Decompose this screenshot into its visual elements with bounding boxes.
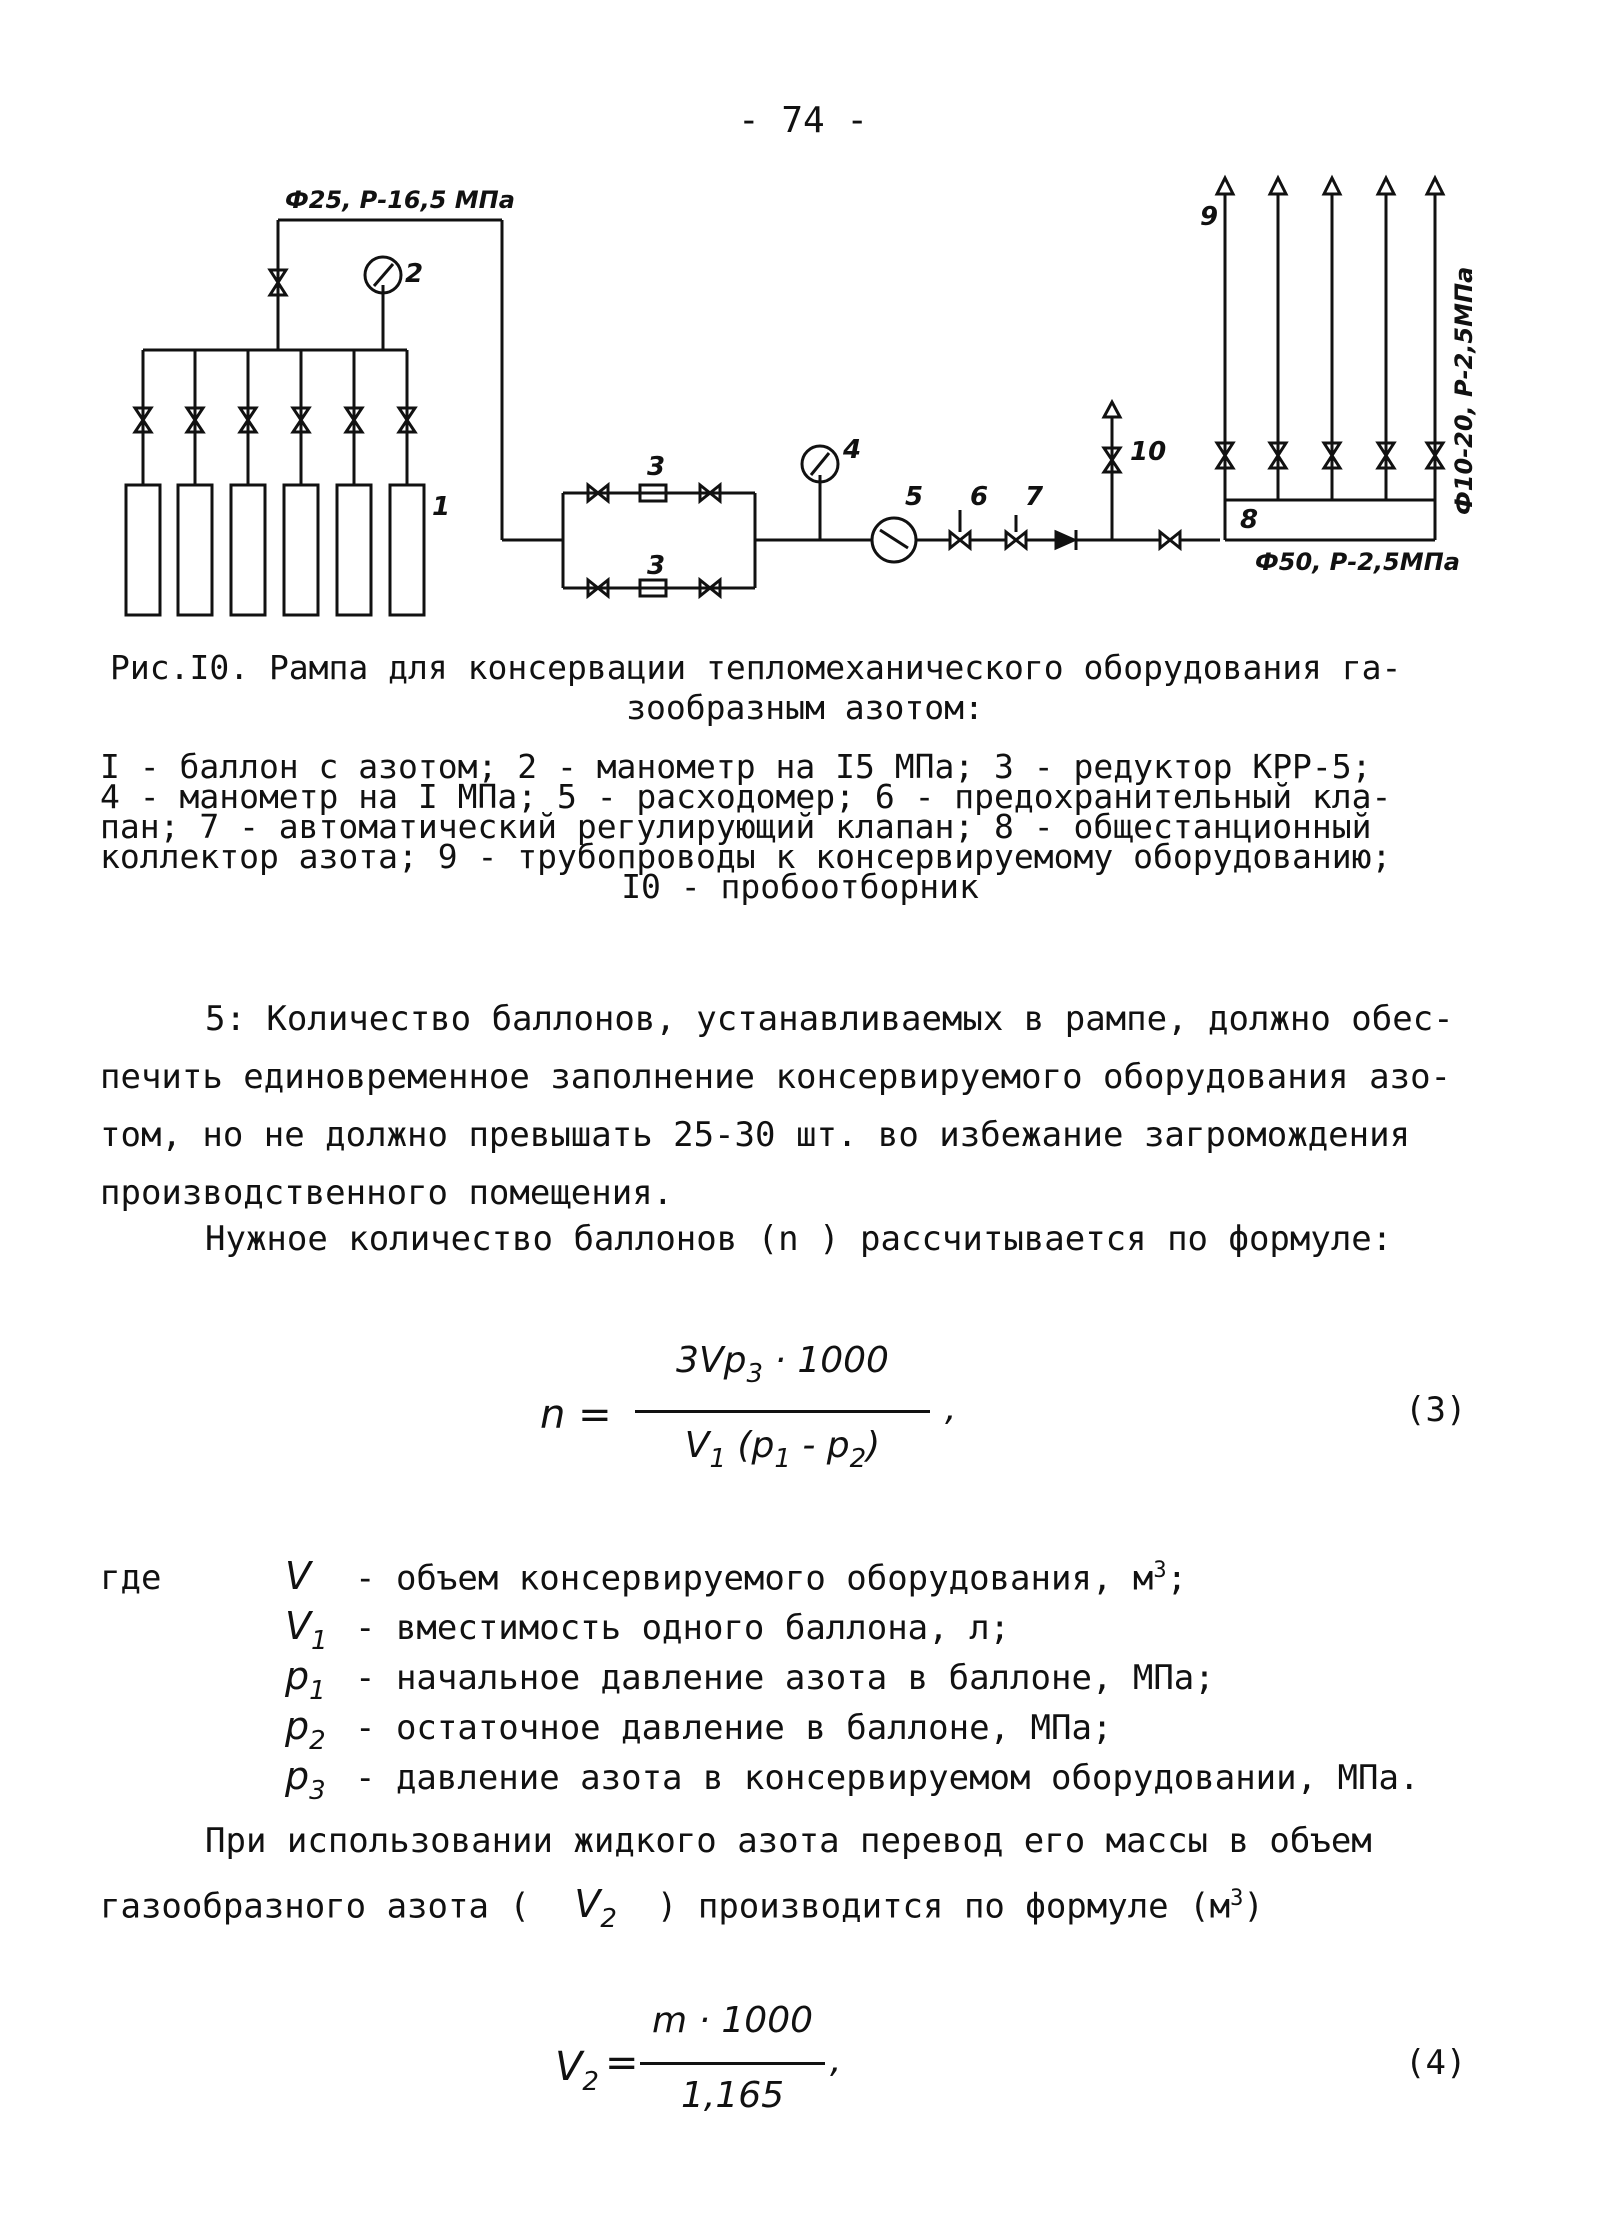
- label-1: 1: [432, 492, 451, 522]
- formula-3: [540, 1340, 980, 1510]
- paragraph-2: [100, 1210, 1500, 1268]
- fraction-bar: [640, 2062, 825, 2065]
- paragraph-line: Нужное количество баллонов (n ) рассчитывается по формуле:: [205, 1219, 1393, 1259]
- top-pipe-label: Ф25, Р-16,5 МПа: [285, 186, 515, 214]
- vertical-pipe-label: Ф10-20, Р-2,5МПа: [1450, 266, 1478, 515]
- formula-4-comma: ,: [830, 2040, 842, 2081]
- label-6: 6: [970, 482, 989, 512]
- figure-caption: [110, 648, 1500, 728]
- definition-row: $p_2$ - остаточное давление в баллоне, МПа;: [285, 1704, 1113, 1756]
- fraction-bar: [635, 1410, 930, 1413]
- caption-line-1: Рис.I0. Рампа для консервации тепломеханического оборудования га-: [110, 648, 1402, 687]
- formula-4-lhs: $V_2$: [555, 2044, 599, 2097]
- label-5: 5: [905, 482, 924, 512]
- definition-row: $p_1$ - начальное давление азота в баллоне, МПа;: [285, 1654, 1215, 1706]
- equation-number-4: (4): [1405, 2043, 1467, 2083]
- paragraph-line: 5: Количество баллонов, устанавливаемых в рампе, должно обес-: [205, 999, 1454, 1039]
- page-number: - 74 -: [737, 100, 869, 141]
- definition-row: $V_1$ - вместимость одного баллона, л;: [285, 1604, 1011, 1656]
- label-2: 2: [405, 259, 424, 289]
- formula-4-numerator: m · 1000: [651, 2000, 813, 2041]
- legend-last-line: I0 - пробоотборник: [621, 867, 979, 906]
- paragraph-line: газообразного азота ( $V_2$ ) производится по формуле $(м^3)$: [100, 1882, 1264, 1935]
- formula-3-comma: ,: [945, 1388, 957, 1429]
- label-10: 10: [1130, 437, 1167, 467]
- label-4: 4: [843, 435, 862, 465]
- safety-valve-icon: [950, 532, 970, 548]
- formula-4-denominator: 1,165: [680, 2075, 785, 2116]
- formula-3-denominator: $V_1$ $(p_1 - p_2)$: [684, 1425, 881, 1474]
- label-9: 9: [1200, 202, 1219, 232]
- v2-symbol: $V_2$: [574, 1882, 617, 1935]
- cylinder-valves: [135, 350, 415, 485]
- label-3b: 3: [647, 551, 666, 581]
- legend-line: пан; 7 - автоматический регулирующий клапан; 8 - общестанционный: [100, 807, 1372, 846]
- formula-3-lhs: n =: [540, 1392, 612, 1438]
- ramp-scheme-diagram: [100, 150, 1500, 640]
- paragraph-3: [100, 1812, 1500, 1938]
- control-valve-icon: [1006, 532, 1026, 548]
- legend-line: 4 - манометр на I МПа; 5 - расходомер; 6 - предохранительный кла-: [100, 777, 1392, 816]
- formula-4-eq: =: [605, 2040, 639, 2086]
- label-7: 7: [1025, 482, 1044, 512]
- formula-3-numerator: $3Vp_3 \cdot 1000$: [676, 1340, 889, 1389]
- paragraph-line: печить единовременное заполнение консервируемого оборудования азо-: [100, 1057, 1452, 1097]
- paragraph-line: При использовании жидкого азота перевод его массы в объем: [205, 1821, 1372, 1861]
- paragraph-line: производственного помещения.: [100, 1173, 674, 1213]
- distribution-pipes: [1217, 178, 1443, 540]
- label-3a: 3: [647, 452, 666, 482]
- label-8: 8: [1240, 505, 1259, 535]
- check-valve-icon: [1056, 532, 1074, 548]
- paragraph-1: [100, 990, 1500, 1222]
- where-label: где: [100, 1558, 162, 1598]
- figure-legend: [100, 747, 1500, 906]
- sampler-arrow-icon: [1104, 402, 1120, 417]
- caption-line-2: зообразным азотом:: [626, 688, 984, 727]
- paragraph-line: том, но не должно превышать 25-30 шт. во избежание загромождения: [100, 1115, 1411, 1155]
- legend-line: I - баллон с азотом; 2 - манометр на I5 МПа; 3 - редуктор КРР-5;: [100, 747, 1372, 786]
- nitrogen-cylinders: [126, 485, 424, 615]
- bottom-pipe-label: Ф50, Р-2,5МПа: [1255, 548, 1460, 576]
- legend-line: коллектор азота; 9 - трубопроводы к консервируемому оборудованию;: [100, 837, 1392, 876]
- formula-4: [555, 2000, 875, 2150]
- equation-number-3: (3): [1405, 1390, 1467, 1430]
- definition-row: где V - объем консервируемого оборудования, $м^3$;: [100, 1554, 1188, 1599]
- definition-row: $p_3$ - давление азота в консервируемом оборудовании, МПа.: [285, 1754, 1420, 1806]
